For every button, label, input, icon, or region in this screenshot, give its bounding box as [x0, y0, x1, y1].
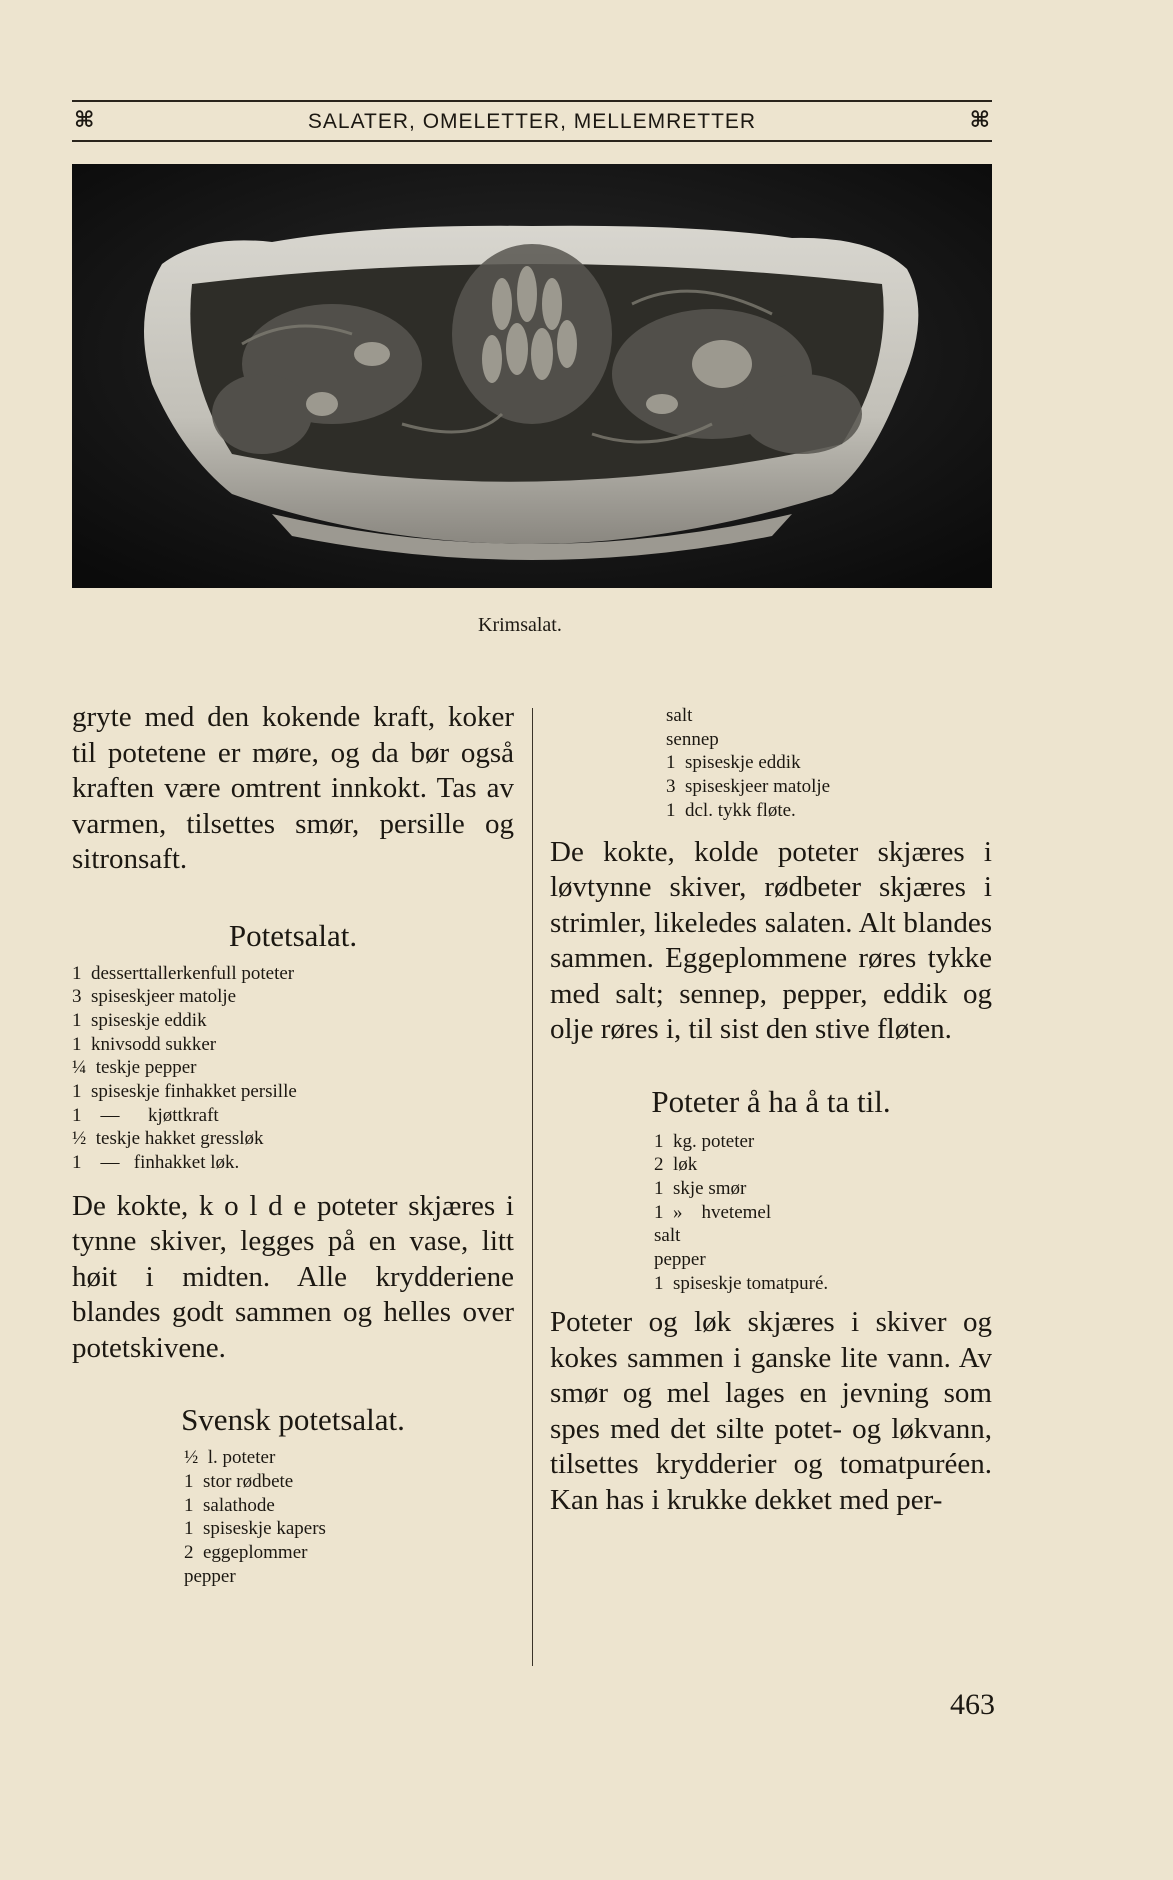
list-item: 1 salathode [184, 1494, 275, 1516]
list-item: 2 løk [654, 1154, 698, 1176]
running-header [72, 100, 992, 142]
right-column [550, 700, 992, 1518]
list-item: 1 skje smør [654, 1177, 747, 1199]
list-item: 1 spiseskje finhakket persille [72, 1081, 297, 1103]
list-item: 1 » hvetemel [654, 1201, 772, 1223]
list-item: 2 eggeplommer [184, 1542, 308, 1564]
svensk-method: De kokte, kolde poteter skjæres i løvtynne skiver, rødbeter skjæres i strimler, likeledes salaten. Alt blandes sammen. Eggeplommene røres tykke med salt; sennep, pepper, eddik og olje røres i, til sist den stive fløten. [550, 835, 992, 1046]
list-item: 1 desserttallerkenfull poteter [72, 962, 295, 984]
potetsalat-heading: Potetsalat. [228, 917, 358, 953]
list-item: 1 spiseskje kapers [184, 1518, 326, 1540]
list-item: 1 dcl. tykk fløte. [666, 799, 796, 821]
potetsalat-ingredients [72, 962, 514, 1175]
list-item: ¼ teskje pepper [72, 1057, 197, 1079]
list-item: 1 kg. poteter [654, 1130, 755, 1152]
poteter-til-ingredients [550, 1130, 992, 1296]
list-item: ½ l. poteter [184, 1447, 276, 1469]
list-item: pepper [184, 1565, 236, 1587]
svensk-ingredients-continued [550, 704, 992, 823]
list-item: 1 knivsodd sukker [72, 1033, 217, 1055]
list-item: sennep [666, 728, 719, 750]
list-item: 1 spiseskje tomatpuré. [654, 1272, 829, 1294]
potetsalat-method: De kokte, k o l d e poteter skjæres i tynne skiver, legges på en vase, litt høit i midten. Alle krydderiene blandes godt sammen og helles over potetskivene. [72, 1189, 514, 1364]
krimsalat-photo [72, 164, 992, 588]
left-column [72, 700, 514, 1589]
intro-paragraph: gryte med den kokende kraft, koker til potetene er møre, og da bør også kraften være omtrent innkokt. Tas av varmen, tilsettes smør, persille og sitronsaft. [72, 701, 514, 875]
running-title: SALATER, OMELETTER, MELLEMRETTER [307, 110, 757, 133]
column-divider [532, 708, 533, 1666]
ornament-right-icon: ⌘ [969, 108, 990, 133]
ornament-left-icon: ⌘ [74, 108, 95, 133]
svensk-ingredients [72, 1446, 514, 1588]
list-item: 1 — kjøttkraft [72, 1104, 219, 1126]
list-item: 3 spiseskjeer matolje [666, 776, 831, 798]
list-item: 1 stor rødbete [184, 1471, 294, 1493]
page-number: 463 [950, 1688, 995, 1721]
photo-caption: Krimsalat. [478, 614, 562, 636]
list-item: 1 spiseskje eddik [666, 752, 801, 774]
list-item: 1 — finhakket løk. [72, 1152, 240, 1174]
list-item: pepper [654, 1249, 706, 1271]
list-item: salt [666, 705, 693, 726]
poteter-til-method: Poteter og løk skjæres i skiver og kokes sammen i ganske lite vann. Av smør og mel lages en jevning som spes med det silte potet- og løkvann, tilsettes krydderier og tomatpuréen. Kan has i krukke dekket med per- [550, 1306, 992, 1516]
list-item: ½ teskje hakket gressløk [72, 1128, 264, 1150]
poteter-til-heading: Poteter å ha å ta til. [651, 1083, 891, 1119]
list-item: 1 spiseskje eddik [72, 1009, 207, 1031]
salad-dish-illustration [72, 164, 992, 588]
list-item: salt [654, 1225, 681, 1247]
list-item: 3 spiseskjeer matolje [72, 986, 237, 1008]
svensk-potetsalat-heading: Svensk potetsalat. [181, 1402, 405, 1438]
